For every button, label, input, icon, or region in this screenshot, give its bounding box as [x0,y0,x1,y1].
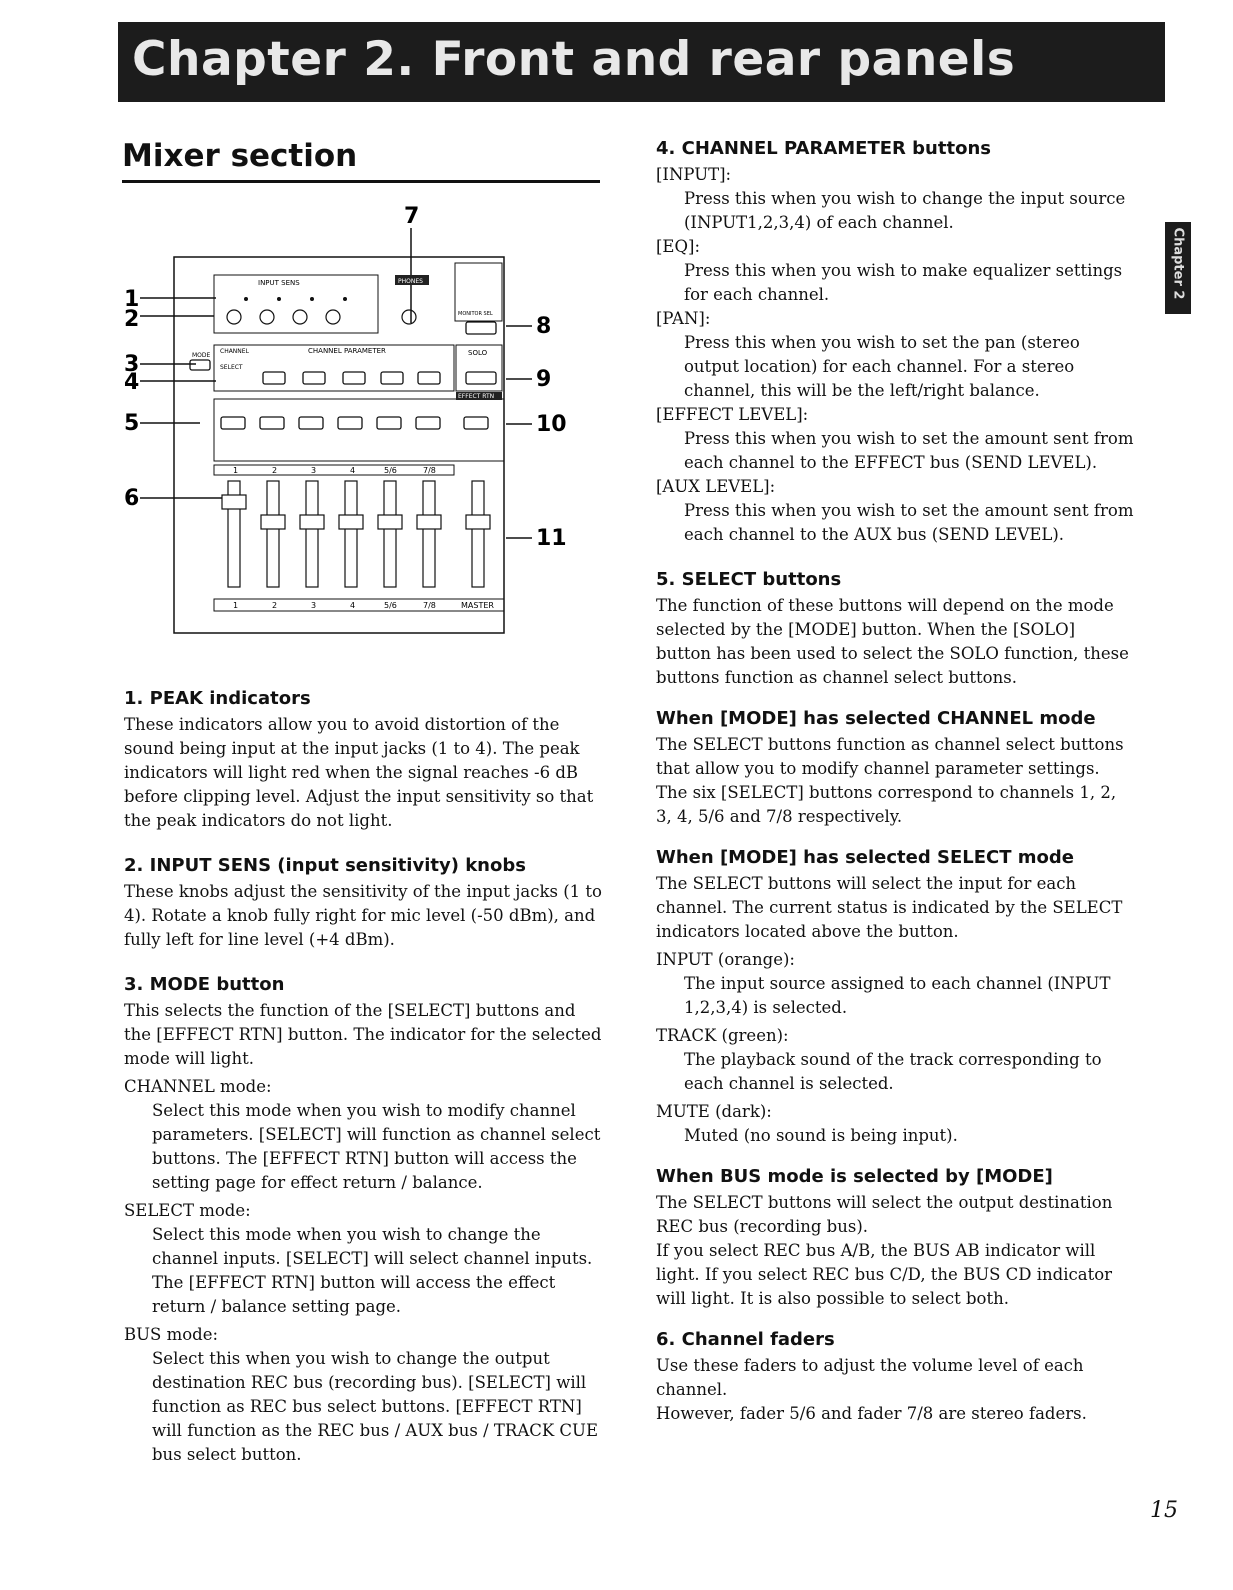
bus-mode-subheading: When BUS mode is selected by [MODE] [656,1166,1053,1187]
chapter-title: Chapter 2. Front and rear panels [132,32,1016,87]
section-rule [122,180,600,183]
callout-7: 7 [404,204,420,229]
effect-rtn-label: EFFECT RTN [458,393,495,400]
pan-param-label: [PAN]: [656,309,711,328]
bus-mode-body: Select this when you wish to change the output destination REC bus (recording bus). [SELECT] will function as REC bus select buttons. [EFFECT RTN] will function as the REC bus / AUX bus / TRACK CUE bus select button. [152,1349,599,1464]
diag-bottom-4: 4 [350,601,356,610]
mute-dark-body: Muted (no sound is being input). [684,1126,958,1145]
callout-9: 9 [536,367,552,392]
diag-ch-2: 2 [272,466,278,475]
right-column [656,138,1134,1426]
eq-param-body: Press this when you wish to make equalizer settings for each channel. [684,261,1123,304]
diag-bottom-56: 5/6 [384,601,397,610]
callout-6: 6 [124,486,140,511]
channel-mode-label: CHANNEL [220,348,249,355]
select-mode-subbody: The SELECT buttons will select the input for each channel. The current status is indicated by the SELECT indicators located above the button. [656,874,1123,941]
bus-mode-subbody-1: The SELECT buttons will select the output destination REC bus (recording bus). [656,1193,1113,1236]
left-column [124,688,602,1467]
channel-faders-heading: 6. Channel faders [656,1329,835,1350]
solo-label: SOLO [468,349,488,357]
input-sens-heading: 2. INPUT SENS (input sensitivity) knobs [124,855,526,876]
aux-param-label: [AUX LEVEL]: [656,477,776,496]
diag-ch-56: 5/6 [384,466,397,475]
callout-10: 10 [536,412,567,437]
input-sens-body: These knobs adjust the sensitivity of the input jacks (1 to 4). Rotate a knob fully right for mic level (-50 dBm), and fully left for line level (+4 dBm). [124,882,602,949]
channel-mode-subbody: The SELECT buttons function as channel select buttons that allow you to modify channel parameter settings. The six [SELECT] buttons correspond to channels 1, 2, 3, 4, 5/6 and 7/8 respectively. [656,735,1124,826]
monitor-sel-label: MONITOR SEL [458,311,493,317]
track-green-label: TRACK (green): [656,1026,789,1045]
diag-ch-3: 3 [311,466,317,475]
callout-1: 1 [124,287,140,312]
callout-5: 5 [124,411,140,436]
channel-mode-body: Select this mode when you wish to modify channel parameters. [SELECT] will function as channel select buttons. The [EFFECT RTN] button will access the setting page for effect return / balance. [152,1101,601,1192]
channel-mode-label: CHANNEL mode: [124,1077,272,1096]
diag-ch-1: 1 [233,466,239,475]
phones-label: PHONES [398,278,423,285]
bus-mode-label: BUS mode: [124,1325,219,1344]
chapter-side-tab [1165,222,1191,314]
callout-11: 11 [536,526,567,551]
callout-8: 8 [536,314,552,339]
mixer-diagram [118,195,568,647]
pan-param-body: Press this when you wish to set the pan (stereo output location) for each channel. For a stereo channel, this will be the left/right balance. [684,333,1080,400]
diag-bottom-master: MASTER [461,601,494,610]
side-tab-label: Chapter 2 [1170,227,1186,300]
input-param-body: Press this when you wish to change the input source (INPUT1,2,3,4) of each channel. [684,189,1126,232]
peak-heading: 1. PEAK indicators [124,688,311,709]
mode-heading: 3. MODE button [124,974,285,995]
callout-2: 2 [124,307,140,332]
channel-parameter-label: CHANNEL PARAMETER [308,347,386,355]
callout-4: 4 [124,370,140,395]
bus-mode-subbody-2: If you select REC bus A/B, the BUS AB indicator will light. If you select REC bus C/D, the BUS CD indicator will light. It is also possible to select both. [656,1241,1113,1308]
callout-3: 3 [124,352,140,377]
select-mode-body: Select this mode when you wish to change the channel inputs. [SELECT] will select channel inputs. The [EFFECT RTN] button will access the effect return / balance setting page. [152,1225,593,1316]
effect-param-label: [EFFECT LEVEL]: [656,405,809,424]
chapter-banner [118,22,1165,102]
select-mode-subheading: When [MODE] has selected SELECT mode [656,847,1074,868]
diag-bottom-1: 1 [233,601,239,610]
mode-body: This selects the function of the [SELECT] buttons and the [EFFECT RTN] button. The indicator for the selected mode will light. [124,1001,602,1068]
channel-faders-body-1: Use these faders to adjust the volume level of each channel. [656,1356,1084,1399]
channel-mode-subheading: When [MODE] has selected CHANNEL mode [656,708,1096,729]
channel-param-heading: 4. CHANNEL PARAMETER buttons [656,138,991,159]
input-param-label: [INPUT]: [656,165,732,184]
select-buttons-heading: 5. SELECT buttons [656,569,842,590]
input-orange-label: INPUT (orange): [656,950,795,969]
track-green-body: The playback sound of the track corresponding to each channel is selected. [684,1050,1102,1093]
diag-bottom-2: 2 [272,601,278,610]
select-buttons-body: The function of these buttons will depend on the mode selected by the [MODE] button. When the [SOLO] button has been used to select the SOLO function, these buttons function as channel select buttons. [656,596,1129,687]
input-sens-label: INPUT SENS [258,279,300,287]
mute-dark-label: MUTE (dark): [656,1102,772,1121]
aux-param-body: Press this when you wish to set the amount sent from each channel to the AUX bus (SEND LEVEL). [684,501,1134,544]
section-title: Mixer section [122,138,358,174]
page-number: 15 [1150,1498,1178,1523]
effect-param-body: Press this when you wish to set the amount sent from each channel to the EFFECT bus (SEND LEVEL). [684,429,1134,472]
input-orange-body: The input source assigned to each channel (INPUT 1,2,3,4) is selected. [684,974,1111,1017]
diag-ch-78: 7/8 [423,466,436,475]
diag-ch-4: 4 [350,466,356,475]
diag-bottom-3: 3 [311,601,317,610]
select-mode-label: SELECT mode: [124,1201,251,1220]
diag-bottom-78: 7/8 [423,601,436,610]
channel-faders-body-2: However, fader 5/6 and fader 7/8 are stereo faders. [656,1404,1087,1423]
eq-param-label: [EQ]: [656,237,701,256]
mode-label: MODE [192,352,211,359]
peak-body: These indicators allow you to avoid distortion of the sound being input at the input jacks (1 to 4). The peak indicators will light red when the signal reaches -6 dB before clipping level. Adjust the input sensitivity so that the peak indicators do not light. [124,715,594,830]
select-mode-label: SELECT [220,364,243,371]
